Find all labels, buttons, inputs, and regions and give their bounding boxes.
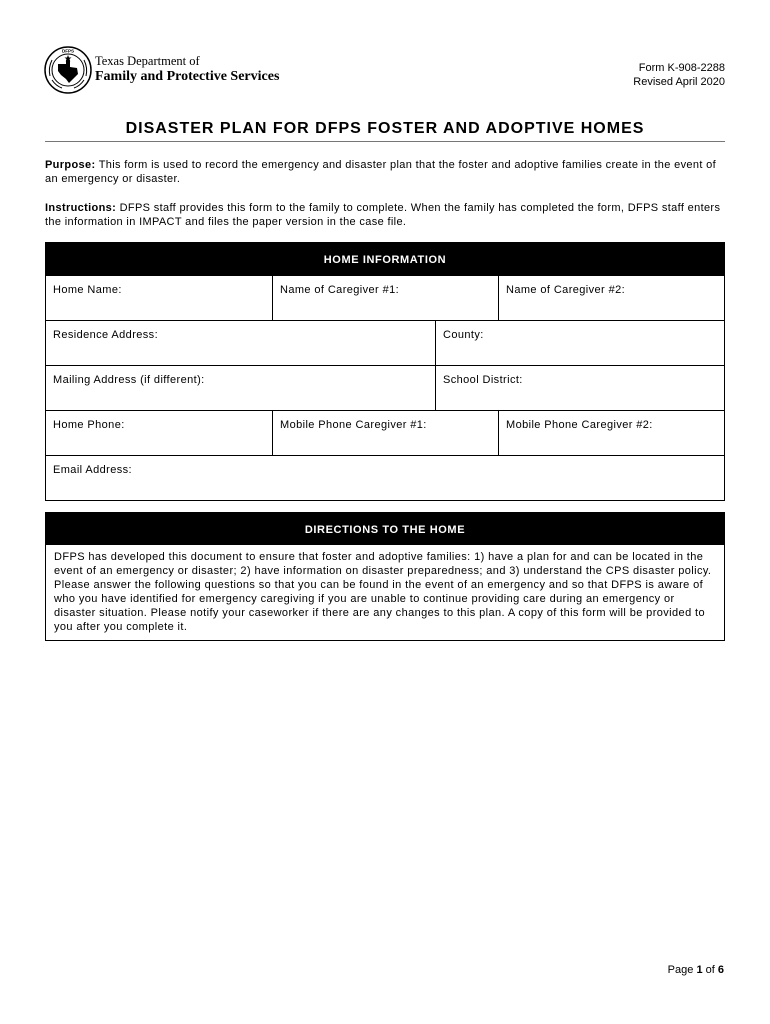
county-field[interactable]: County: <box>435 321 724 365</box>
home-name-field[interactable]: Home Name: <box>53 284 122 296</box>
page-number: 1 <box>696 964 703 976</box>
email-address-field[interactable]: Email Address: <box>53 464 132 476</box>
table-row <box>46 320 724 365</box>
home-phone-field[interactable]: Home Phone: <box>53 419 125 431</box>
page-label: Page <box>667 964 694 976</box>
table-row <box>46 410 724 455</box>
purpose-paragraph <box>45 158 725 186</box>
directions-header: DIRECTIONS TO THE HOME <box>46 513 724 545</box>
instructions-text: DFPS staff provides this form to the family to complete. When the family has completed the form, DFPS staff enters the information in IMPACT and files the paper version in the case file. <box>45 202 721 228</box>
purpose-text: This form is used to record the emergency and disaster plan that the foster and adoptive families create in the event of an emergency or disaster. <box>45 159 717 185</box>
instructions-label: Instructions: <box>45 202 117 214</box>
table-row <box>46 276 724 320</box>
table-row <box>46 455 724 500</box>
instructions-paragraph <box>45 201 725 229</box>
caregiver1-name-field[interactable]: Name of Caregiver #1: <box>272 276 498 320</box>
caregiver2-name-field[interactable]: Name of Caregiver #2: <box>498 276 724 320</box>
of-label: of <box>705 964 715 976</box>
directions-text: DFPS has developed this document to ensure that foster and adoptive families: 1) have a plan for and can be located in the event of an emergency or disaster; 2) have information on disaster preparedness; and 3) understand the CPS disaster policy. Please answer the following questions so that you can be found in the event of an emergency and so that DFPS is aware of who you have identified for emergency caregiving if you are unable to continue providing care during an emergency or disaster situation. Please notify your caseworker if there are any changes to this plan. A copy of this form will be provided to you after you complete it. <box>54 551 712 633</box>
revised-date: Revised April 2020 <box>633 76 725 88</box>
mobile-phone-caregiver2-field[interactable]: Mobile Phone Caregiver #2: <box>498 411 724 455</box>
page-indicator <box>668 964 724 976</box>
agency-name <box>95 54 279 85</box>
mobile-phone-caregiver1-field[interactable]: Mobile Phone Caregiver #1: <box>272 411 498 455</box>
page-total: 6 <box>717 964 724 976</box>
school-district-field[interactable]: School District: <box>435 366 724 410</box>
residence-address-field[interactable]: Residence Address: <box>53 329 159 341</box>
home-information-header: HOME INFORMATION <box>46 243 724 276</box>
directions-section <box>45 512 725 641</box>
home-information-table <box>45 242 725 501</box>
table-row <box>46 365 724 410</box>
mailing-address-field[interactable]: Mailing Address (if different): <box>53 374 205 386</box>
svg-text:DFPS: DFPS <box>61 48 75 54</box>
dfps-seal-logo <box>44 46 92 94</box>
form-number: Form K-908-2288 <box>638 62 725 74</box>
title-divider <box>45 141 725 142</box>
agency-line-2: Family and Protective Services <box>95 69 280 84</box>
page-title: DISASTER PLAN FOR DFPS FOSTER AND ADOPTIVE HOMES <box>125 120 645 137</box>
purpose-label: Purpose: <box>45 159 96 171</box>
form-info <box>633 61 725 89</box>
agency-line-1: Texas Department of <box>95 54 200 68</box>
